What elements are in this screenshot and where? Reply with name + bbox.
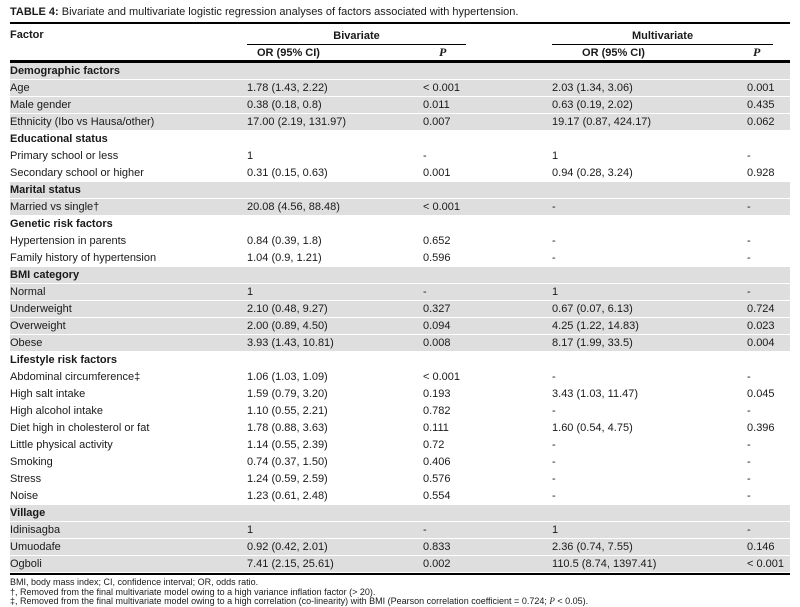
table-row <box>10 471 790 488</box>
section-header-row <box>10 505 790 522</box>
footnotes <box>10 575 790 607</box>
table-row <box>10 386 790 403</box>
cell-biv-p: 0.002 <box>423 556 552 573</box>
cell-mul-or: - <box>552 437 747 454</box>
section-header-row <box>10 267 790 284</box>
cell-biv-p: 0.001 <box>423 165 552 182</box>
cell-biv-p: < 0.001 <box>423 199 552 216</box>
cell-mul-p: - <box>747 403 790 420</box>
cell-mul-p: 0.004 <box>747 335 790 352</box>
cell-biv-or: 0.92 (0.42, 2.01) <box>247 539 423 556</box>
cell-mul-p: - <box>747 369 790 386</box>
cell-mul-or: 8.17 (1.99, 33.5) <box>552 335 747 352</box>
cell-mul-p: - <box>747 250 790 267</box>
cell-mul-p: 0.146 <box>747 539 790 556</box>
cell-biv-p: 0.576 <box>423 471 552 488</box>
table-row <box>10 148 790 165</box>
cell-factor: Ethnicity (Ibo vs Hausa/other) <box>10 114 247 131</box>
table-title-text: Bivariate and multivariate logistic regression analyses of factors associated with hypertension. <box>58 6 519 18</box>
cell-biv-or: 0.38 (0.18, 0.8) <box>247 97 423 114</box>
cell-mul-p: - <box>747 471 790 488</box>
cell-biv-or: 1 <box>247 148 423 165</box>
section-label: Demographic factors <box>10 62 790 80</box>
group-header-row <box>10 24 790 45</box>
cell-biv-p: 0.72 <box>423 437 552 454</box>
cell-biv-or: 1.78 (1.43, 2.22) <box>247 80 423 97</box>
column-group-bivariate <box>247 24 552 45</box>
table-row <box>10 284 790 301</box>
cell-mul-or: - <box>552 233 747 250</box>
column-header-bivariate-p: P <box>423 45 552 62</box>
section-header-row <box>10 216 790 233</box>
cell-biv-or: 1.14 (0.55, 2.39) <box>247 437 423 454</box>
table-row <box>10 165 790 182</box>
cell-factor: Age <box>10 80 247 97</box>
multivariate-group-label: Multivariate <box>552 30 773 45</box>
cell-factor: Secondary school or higher <box>10 165 247 182</box>
cell-biv-or: 1.78 (0.88, 3.63) <box>247 420 423 437</box>
cell-factor: Stress <box>10 471 247 488</box>
cell-biv-p: 0.554 <box>423 488 552 505</box>
footnote-abbreviations: BMI, body mass index; CI, confidence interval; OR, odds ratio. <box>10 577 259 587</box>
cell-mul-or: 0.63 (0.19, 2.02) <box>552 97 747 114</box>
regression-table <box>10 24 790 573</box>
cell-mul-or: 1 <box>552 284 747 301</box>
cell-biv-p: 0.833 <box>423 539 552 556</box>
column-header-bivariate-or: OR (95% CI) <box>247 45 423 62</box>
cell-biv-p: - <box>423 284 552 301</box>
cell-mul-p: 0.724 <box>747 301 790 318</box>
cell-biv-or: 1.23 (0.61, 2.48) <box>247 488 423 505</box>
cell-biv-p: 0.007 <box>423 114 552 131</box>
cell-mul-p: < 0.001 <box>747 556 790 573</box>
table-row <box>10 437 790 454</box>
cell-factor: Overweight <box>10 318 247 335</box>
cell-mul-or: - <box>552 403 747 420</box>
cell-factor: Abdominal circumference‡ <box>10 369 247 386</box>
bivariate-group-label: Bivariate <box>247 30 466 45</box>
cell-mul-or: 19.17 (0.87, 424.17) <box>552 114 747 131</box>
cell-mul-or: 0.67 (0.07, 6.13) <box>552 301 747 318</box>
cell-biv-p: 0.011 <box>423 97 552 114</box>
cell-biv-or: 20.08 (4.56, 88.48) <box>247 199 423 216</box>
cell-mul-or: - <box>552 471 747 488</box>
cell-biv-p: < 0.001 <box>423 369 552 386</box>
cell-biv-p: 0.111 <box>423 420 552 437</box>
cell-mul-p: - <box>747 454 790 471</box>
cell-biv-or: 1.24 (0.59, 2.59) <box>247 471 423 488</box>
cell-biv-or: 1 <box>247 284 423 301</box>
cell-factor: Hypertension in parents <box>10 233 247 250</box>
cell-factor: Family history of hypertension <box>10 250 247 267</box>
cell-factor: High alcohol intake <box>10 403 247 420</box>
cell-mul-or: 4.25 (1.22, 14.83) <box>552 318 747 335</box>
cell-biv-p: 0.652 <box>423 233 552 250</box>
cell-biv-or: 1.04 (0.9, 1.21) <box>247 250 423 267</box>
cell-mul-or: - <box>552 369 747 386</box>
section-header-row <box>10 131 790 148</box>
cell-factor: High salt intake <box>10 386 247 403</box>
section-label: Lifestyle risk factors <box>10 352 790 369</box>
cell-mul-or: 0.94 (0.28, 3.24) <box>552 165 747 182</box>
cell-mul-p: 0.435 <box>747 97 790 114</box>
section-label: BMI category <box>10 267 790 284</box>
table-title-label: TABLE 4: <box>10 6 59 18</box>
footnote-italic-p: P <box>549 596 555 607</box>
cell-factor: Normal <box>10 284 247 301</box>
cell-biv-p: 0.008 <box>423 335 552 352</box>
cell-biv-p: < 0.001 <box>423 80 552 97</box>
footnote-double-dagger-text-end: < 0.05). <box>554 596 589 607</box>
cell-factor: Obese <box>10 335 247 352</box>
cell-biv-or: 1.10 (0.55, 2.21) <box>247 403 423 420</box>
cell-biv-p: 0.327 <box>423 301 552 318</box>
table-row <box>10 454 790 471</box>
cell-biv-p: 0.193 <box>423 386 552 403</box>
cell-factor: Noise <box>10 488 247 505</box>
cell-biv-or: 2.10 (0.48, 9.27) <box>247 301 423 318</box>
cell-mul-or: 1 <box>552 522 747 539</box>
cell-biv-p: - <box>423 148 552 165</box>
cell-factor: Smoking <box>10 454 247 471</box>
cell-factor: Idinisagba <box>10 522 247 539</box>
column-header-multivariate-or: OR (95% CI) <box>552 45 747 62</box>
section-label: Genetic risk factors <box>10 216 790 233</box>
cell-factor: Umuodafe <box>10 539 247 556</box>
cell-mul-or: 3.43 (1.03, 11.47) <box>552 386 747 403</box>
cell-biv-or: 2.00 (0.89, 4.50) <box>247 318 423 335</box>
cell-biv-p: - <box>423 522 552 539</box>
section-label: Marital status <box>10 182 790 199</box>
cell-mul-p: 0.396 <box>747 420 790 437</box>
column-group-multivariate <box>552 24 790 45</box>
cell-mul-p: 0.928 <box>747 165 790 182</box>
table-row <box>10 403 790 420</box>
cell-mul-or: - <box>552 199 747 216</box>
cell-biv-or: 17.00 (2.19, 131.97) <box>247 114 423 131</box>
cell-biv-or: 0.84 (0.39, 1.8) <box>247 233 423 250</box>
footnote-dagger: †, Removed from the final multivariate model owing to a high variance inflation factor (> 20). <box>10 586 376 597</box>
cell-mul-p: - <box>747 488 790 505</box>
table-row <box>10 420 790 437</box>
table-body <box>10 62 790 573</box>
cell-mul-or: 1.60 (0.54, 4.75) <box>552 420 747 437</box>
table-row <box>10 335 790 352</box>
cell-factor: Ogboli <box>10 556 247 573</box>
cell-mul-p: 0.062 <box>747 114 790 131</box>
cell-mul-p: 0.001 <box>747 80 790 97</box>
cell-biv-or: 1.06 (1.03, 1.09) <box>247 369 423 386</box>
cell-biv-p: 0.782 <box>423 403 552 420</box>
cell-factor: Married vs single† <box>10 199 247 216</box>
table-row <box>10 369 790 386</box>
cell-mul-p: 0.045 <box>747 386 790 403</box>
cell-biv-or: 1 <box>247 522 423 539</box>
cell-factor: Male gender <box>10 97 247 114</box>
cell-mul-or: - <box>552 488 747 505</box>
table-row <box>10 250 790 267</box>
cell-mul-or: 2.03 (1.34, 3.06) <box>552 80 747 97</box>
cell-biv-or: 1.59 (0.79, 3.20) <box>247 386 423 403</box>
table-header <box>10 24 790 62</box>
section-label: Educational status <box>10 131 790 148</box>
cell-biv-p: 0.094 <box>423 318 552 335</box>
table-row <box>10 80 790 97</box>
cell-biv-or: 0.74 (0.37, 1.50) <box>247 454 423 471</box>
footnote-double-dagger-text: ‡, Removed from the final multivariate model owing to a high correlation (co-linearity) with BMI (Pearson correlation coefficient = 0.724; <box>10 596 550 607</box>
cell-mul-p: - <box>747 233 790 250</box>
cell-mul-p: - <box>747 284 790 301</box>
table-row <box>10 522 790 539</box>
cell-factor: Underweight <box>10 301 247 318</box>
cell-mul-or: - <box>552 454 747 471</box>
cell-factor: Diet high in cholesterol or fat <box>10 420 247 437</box>
table-row <box>10 97 790 114</box>
table-row <box>10 539 790 556</box>
cell-mul-p: - <box>747 148 790 165</box>
cell-mul-p: 0.023 <box>747 318 790 335</box>
column-header-factor: Factor <box>10 24 247 62</box>
column-header-multivariate-p: P <box>747 45 790 62</box>
table-row <box>10 318 790 335</box>
cell-mul-p: - <box>747 199 790 216</box>
cell-factor: Little physical activity <box>10 437 247 454</box>
table-row <box>10 199 790 216</box>
cell-biv-p: 0.596 <box>423 250 552 267</box>
cell-mul-or: 2.36 (0.74, 7.55) <box>552 539 747 556</box>
cell-mul-or: 110.5 (8.74, 1397.41) <box>552 556 747 573</box>
cell-mul-p: - <box>747 437 790 454</box>
section-label: Village <box>10 505 790 522</box>
cell-factor: Primary school or less <box>10 148 247 165</box>
section-header-row <box>10 352 790 369</box>
table-row <box>10 301 790 318</box>
footnote-double-dagger <box>10 597 790 607</box>
table-row <box>10 488 790 505</box>
section-header-row <box>10 182 790 199</box>
cell-mul-or: 1 <box>552 148 747 165</box>
table-title <box>10 6 790 22</box>
table-row <box>10 556 790 573</box>
cell-biv-or: 7.41 (2.15, 25.61) <box>247 556 423 573</box>
cell-biv-or: 0.31 (0.15, 0.63) <box>247 165 423 182</box>
cell-biv-or: 3.93 (1.43, 10.81) <box>247 335 423 352</box>
table-row <box>10 233 790 250</box>
section-header-row <box>10 62 790 80</box>
table-row <box>10 114 790 131</box>
cell-mul-or: - <box>552 250 747 267</box>
cell-biv-p: 0.406 <box>423 454 552 471</box>
cell-mul-p: - <box>747 522 790 539</box>
